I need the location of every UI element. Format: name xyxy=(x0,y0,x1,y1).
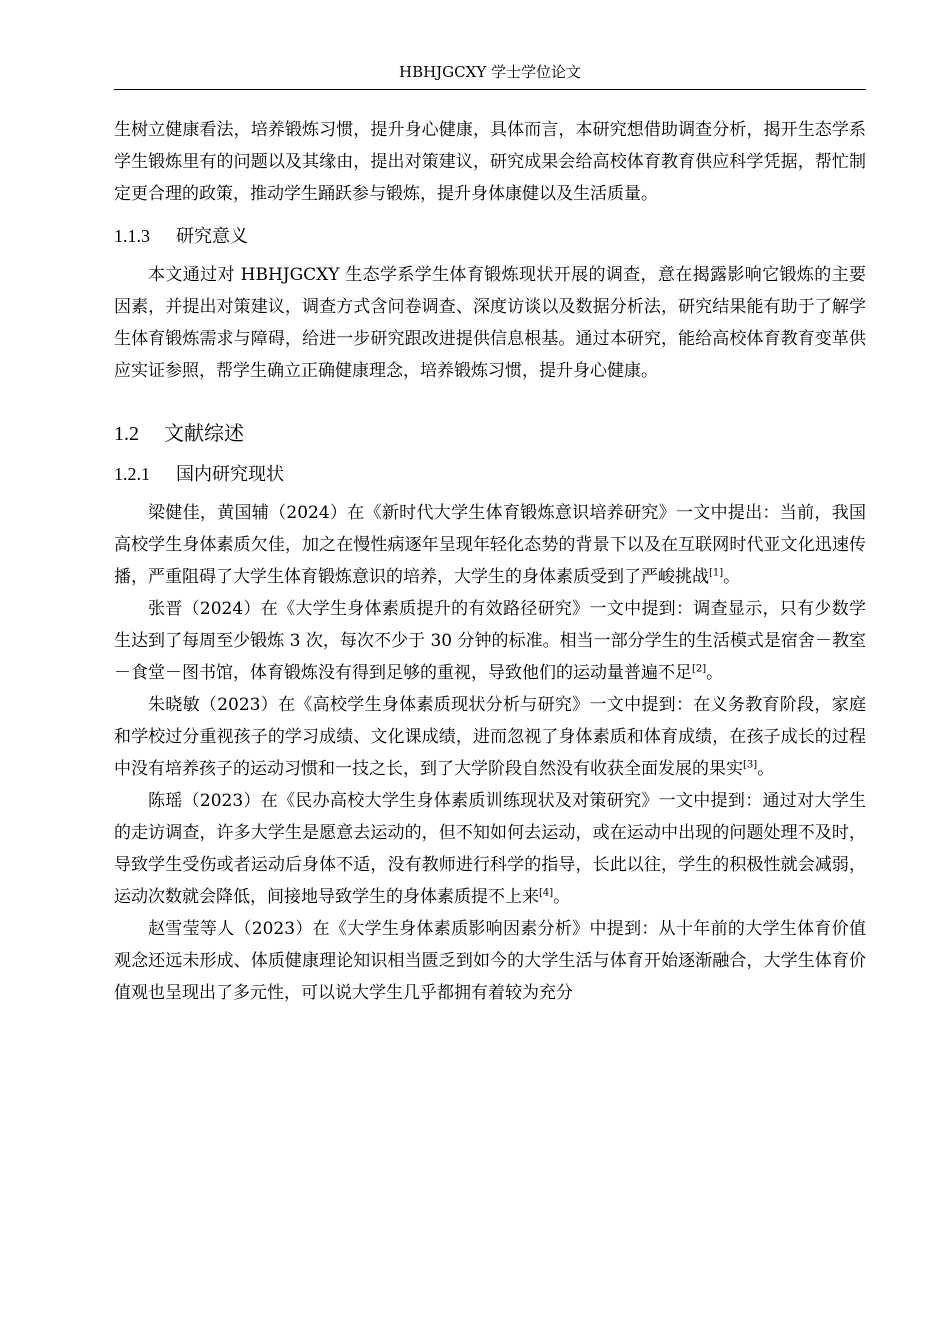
paragraph-text: 朱晓敏（2023）在《高校学生身体素质现状分析与研究》一文中提到：在义务教育阶段，家庭和学校过分重视孩子的学习成绩、文化课成绩，进而忽视了身体素质和体育成绩，在孩子成长的过程中没有培养孩子的运动习惯和一技之长，到了大学阶段自然没有收获全面发展的果实 xyxy=(114,695,866,779)
literature-paragraph xyxy=(114,689,866,785)
citation-ref: [1] xyxy=(709,567,724,579)
section-title: 研究意义 xyxy=(176,226,248,247)
section-heading-1-1-3 xyxy=(114,220,866,253)
header-rule xyxy=(114,89,866,90)
section-title: 国内研究现状 xyxy=(176,464,284,485)
literature-paragraph xyxy=(114,785,866,913)
paragraph-end: 。 xyxy=(723,567,741,587)
literature-paragraph xyxy=(114,593,866,689)
section-number: 1.2 xyxy=(114,423,139,445)
intro-paragraph: 生树立健康看法，培养锻炼习惯，提升身心健康，具体而言，本研究想借助调查分析，揭开生态学系学生锻炼里有的问题以及其缘由，提出对策建议，研究成果会给高校体育教育供应科学凭据，帮忙制定更合理的政策，推动学生踊跃参与锻炼，提升身体康健以及生活质量。 xyxy=(114,120,866,204)
paragraph-end: 。 xyxy=(757,759,775,779)
page-body xyxy=(114,114,866,1009)
paragraph-text: 赵雪莹等人（2023）在《大学生身体素质影响因素分析》中提到：从十年前的大学生体育价值观念还远未形成、体质健康理论知识相当匮乏到如今的大学生活与体育开始逐渐融合，大学生体育价值观也呈现出了多元性，可以说大学生几乎都拥有着较为充分 xyxy=(114,919,866,1003)
section-heading-1-2 xyxy=(114,417,866,450)
paragraph-text: 陈瑶（2023）在《民办高校大学生身体素质训练现状及对策研究》一文中提到：通过对大学生的走访调查，许多大学生是愿意去运动的，但不知如何去运动，或在运动中出现的问题处理不及时，导致学生受伤或者运动后身体不适，没有教师进行科学的指导，长此以往，学生的积极性就会减弱，运动次数就会降低，间接地导致学生的身体素质提不上来 xyxy=(114,791,866,907)
running-header: HBHJGCXY 学士学位论文 xyxy=(398,63,581,81)
section-number: 1.2.1 xyxy=(114,464,150,484)
section-number: 1.1.3 xyxy=(114,226,150,246)
paragraph-end: 。 xyxy=(706,663,724,683)
citation-ref: [2] xyxy=(692,663,707,675)
paragraph-end: 。 xyxy=(553,887,571,907)
research-significance-paragraph: 本文通过对 HBHJGCXY 生态学系学生体育锻炼现状开展的调查，意在揭露影响它锻炼的主要因素，并提出对策建议，调查方式含问卷调查、深度访谈以及数据分析法，研究结果能有助于了解学生体育锻炼需求与障碍，给进一步研究跟改进提供信息根基。通过本研究，能给高校体育教育变革供应实证参照，帮学生确立正确健康理念，培养锻炼习惯，提升身心健康。 xyxy=(114,265,866,381)
literature-paragraph xyxy=(114,913,866,1009)
citation-ref: [4] xyxy=(539,887,554,899)
paragraph-text: 梁健佳，黄国辅（2024）在《新时代大学生体育锻炼意识培养研究》一文中提出：当前，我国高校学生身体素质欠佳，加之在慢性病逐年呈现年轻化态势的背景下以及在互联网时代亚文化迅速传播，严重阻碍了大学生体育锻炼意识的培养，大学生的身体素质受到了严峻挑战 xyxy=(114,503,866,587)
literature-paragraph xyxy=(114,497,866,593)
citation-ref: [3] xyxy=(743,759,758,771)
section-heading-1-2-1 xyxy=(114,458,866,491)
paragraph-text: 张晋（2024）在《大学生身体素质提升的有效路径研究》一文中提到：调查显示，只有少数学生达到了每周至少锻炼 3 次，每次不少于 30 分钟的标准。相当一部分学生的生活模式是宿舍－教室－食堂－图书馆，体育锻炼没有得到足够的重视，导致他们的运动量普遍不足 xyxy=(114,599,866,683)
section-title: 文献综述 xyxy=(164,421,244,445)
